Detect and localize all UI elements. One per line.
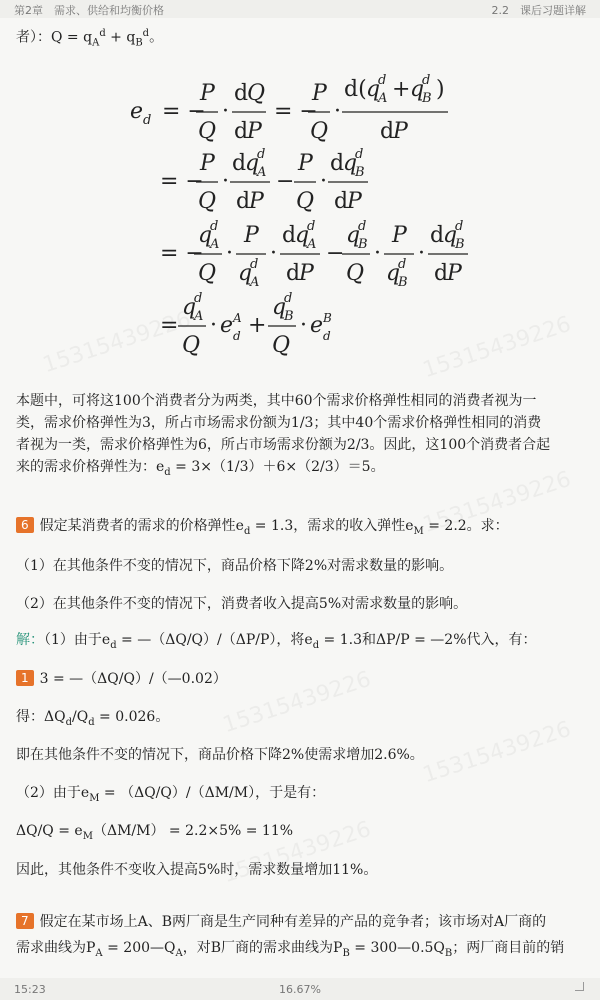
elasticity-derivation — [0, 60, 600, 370]
watermark — [220, 667, 374, 738]
conclusion-2: 因此，其他条件不变收入提高5%时，需求数量增加11%。 — [16, 862, 378, 878]
svg-text:Q: Q — [296, 189, 315, 214]
svg-text:Q: Q — [198, 119, 217, 144]
svg-text:−: − — [326, 241, 345, 266]
equation-number-badge: 1 — [16, 670, 34, 686]
svg-text:Q: Q — [198, 261, 217, 286]
watermark — [420, 717, 574, 788]
svg-text:B: B — [422, 91, 432, 106]
result-1: 得：$\Delta Q_d/Q_d = 0.026$。 — [16, 709, 170, 728]
svg-text:B: B — [455, 237, 465, 252]
svg-text:d: d — [380, 119, 395, 144]
svg-text:·: · — [222, 99, 229, 124]
svg-text:d: d — [282, 223, 297, 248]
svg-text:B: B — [323, 311, 332, 325]
corner-resize-icon — [575, 982, 584, 991]
svg-text:P: P — [247, 119, 262, 144]
reader-header — [0, 0, 600, 18]
svg-text:+: + — [248, 313, 267, 338]
svg-text:A: A — [257, 165, 267, 180]
svg-text:P: P — [244, 223, 259, 248]
svg-text:P: P — [200, 151, 215, 176]
svg-text:d: d — [250, 257, 259, 272]
equation-1: 1 3 = —（ΔQ/Q）/（—0.02） — [16, 669, 227, 689]
svg-text:d: d — [434, 261, 449, 286]
svg-text:Q: Q — [247, 81, 266, 106]
question-7-line-1: 7 假定在某市场上A、B两厂商是生产同种有差异的产品的竞争者；该市场对A厂商的 — [16, 912, 546, 932]
svg-text:d: d — [257, 147, 266, 162]
svg-text:B: B — [358, 237, 368, 252]
svg-text:P: P — [392, 223, 407, 248]
svg-text:·: · — [210, 313, 217, 338]
svg-text:·: · — [418, 241, 425, 266]
svg-text:d: d — [398, 257, 407, 272]
svg-text:P: P — [299, 261, 314, 286]
reader-status-bar — [0, 978, 600, 1000]
conclusion-1: 即在其他条件不变的情况下，商品价格下降2%使需求增加2.6%。 — [16, 747, 424, 763]
svg-text:q: q — [443, 223, 458, 248]
svg-text:d: d — [330, 151, 345, 176]
reading-progress: 16.67% — [279, 983, 321, 996]
answer-step-2: （2）由于$e_M = (\Delta Q/Q)/(\Delta M/M)$，于是有： — [16, 785, 326, 804]
svg-text:A: A — [307, 237, 317, 252]
svg-text:d: d — [323, 329, 331, 343]
clock: 15:23 — [14, 983, 46, 996]
svg-text:d: d — [286, 261, 301, 286]
svg-text:= −: = − — [160, 241, 204, 266]
svg-text:q: q — [182, 295, 197, 320]
question-7-line-2: 需求曲线为$P_A$ = $200—Q_A$，对B厂商的需求曲线为$P_B$ = $300—0.5Q_B$；两厂商目前的销 — [16, 940, 565, 959]
svg-text:A: A — [194, 309, 204, 324]
svg-text:q: q — [295, 223, 310, 248]
svg-text:d(: d( — [344, 77, 367, 102]
svg-text:d: d — [234, 119, 249, 144]
svg-text:d: d — [232, 151, 247, 176]
question-number-badge: 7 — [16, 913, 34, 929]
svg-text:P: P — [249, 189, 264, 214]
svg-text:·: · — [226, 241, 233, 266]
svg-text:d: d — [455, 219, 464, 234]
svg-text:d: d — [307, 219, 316, 234]
chapter-title: 第2章 需求、供给和均衡价格 — [14, 4, 164, 17]
svg-text:q: q — [410, 77, 425, 102]
svg-text:P: P — [393, 119, 408, 144]
svg-text:=: = — [160, 313, 179, 338]
svg-text:d: d — [233, 329, 241, 343]
svg-text:d: d — [210, 219, 219, 234]
svg-text:d: d — [355, 147, 364, 162]
svg-text:d: d — [334, 189, 349, 214]
paragraph-combined-elasticity: 本题中，可将这100个消费者分为两类，其中60个需求价格弹性相同的消费者视为一 类，需求价格弹性为3，所占市场需求份额为1/3；其中40个需求价格弹性相同的消费 者视为一类，需求价格弹性为6，所占市场需求份额为2/3。因此，这100个消费者合起 来的需求价格弹性为：$e_d = 3\times(1/3)+6\times(2/3)=5$。 — [16, 393, 551, 478]
svg-text:P: P — [312, 81, 327, 106]
svg-text:d: d — [430, 223, 445, 248]
svg-text:·: · — [300, 313, 307, 338]
svg-text:P: P — [200, 81, 215, 106]
svg-text:d: d — [236, 189, 251, 214]
svg-text:e: e — [220, 313, 234, 338]
question-number-badge: 6 — [16, 517, 34, 533]
svg-text:d: d — [284, 291, 293, 306]
svg-text:d: d — [143, 113, 152, 128]
svg-text:Q: Q — [346, 261, 365, 286]
answer-label: 解： — [16, 632, 44, 648]
svg-text:B: B — [284, 309, 294, 324]
svg-text:d: d — [422, 73, 431, 88]
svg-text:e: e — [310, 313, 324, 338]
equation-2: $\Delta Q/Q = e_M(\Delta M/M) = 2.2\times 5\% = 11\%$ — [16, 823, 294, 842]
svg-text:e: e — [130, 99, 144, 124]
svg-text:Q: Q — [182, 333, 201, 358]
question-6-stem: 6 假定某消费者的需求的价格弹性$e_d = 1.3$，需求的收入弹性$e_M = 2.2$。求： — [16, 516, 509, 542]
svg-text:q: q — [343, 151, 358, 176]
svg-text:q: q — [238, 261, 253, 286]
svg-text:A: A — [378, 91, 388, 106]
svg-text:A: A — [233, 311, 242, 325]
svg-text:−: − — [276, 169, 295, 194]
svg-text:P: P — [447, 261, 462, 286]
svg-text:B: B — [398, 275, 408, 290]
svg-text:d: d — [234, 81, 249, 106]
svg-text:= −: = − — [162, 99, 206, 124]
section-title: 2.2 课后习题详解 — [491, 4, 586, 17]
svg-text:d: d — [358, 219, 367, 234]
svg-text:q: q — [346, 223, 361, 248]
question-6-part-2: （2）在其他条件不变的情况下，消费者收入提高5%对需求数量的影响。 — [16, 596, 468, 612]
answer-step-1: 解：（1）由于$e_d$ = —（ΔQ/Q）/（ΔP/P），将$e_d = 1.3$和ΔP/P = —2%代入，有： — [16, 632, 537, 651]
svg-text:q: q — [198, 223, 213, 248]
svg-text:A: A — [250, 275, 260, 290]
svg-text:B: B — [355, 165, 365, 180]
svg-text:P: P — [298, 151, 313, 176]
svg-text:·: · — [334, 99, 341, 124]
svg-text:Q: Q — [310, 119, 329, 144]
svg-text:·: · — [374, 241, 381, 266]
svg-text:Q: Q — [272, 333, 291, 358]
svg-text:·: · — [270, 241, 277, 266]
svg-text:·: · — [320, 169, 327, 194]
svg-text:P: P — [347, 189, 362, 214]
svg-text:d: d — [194, 291, 203, 306]
svg-text:Q: Q — [198, 189, 217, 214]
svg-text:·: · — [222, 169, 229, 194]
svg-text:A: A — [210, 237, 220, 252]
question-6-part-1: （1）在其他条件不变的情况下，商品价格下降2%对需求数量的影响。 — [16, 558, 454, 574]
svg-text:= −: = − — [160, 169, 204, 194]
svg-text:q: q — [386, 261, 401, 286]
svg-text:+: + — [392, 77, 411, 102]
svg-text:= −: = − — [274, 99, 318, 124]
svg-text:q: q — [272, 295, 287, 320]
svg-text:q: q — [245, 151, 260, 176]
svg-text:d: d — [378, 73, 387, 88]
svg-text:q: q — [366, 77, 381, 102]
intro-line: 者）：$Q = q_A^d + q_B^d$。 — [16, 28, 164, 49]
svg-text:): ) — [436, 77, 445, 102]
